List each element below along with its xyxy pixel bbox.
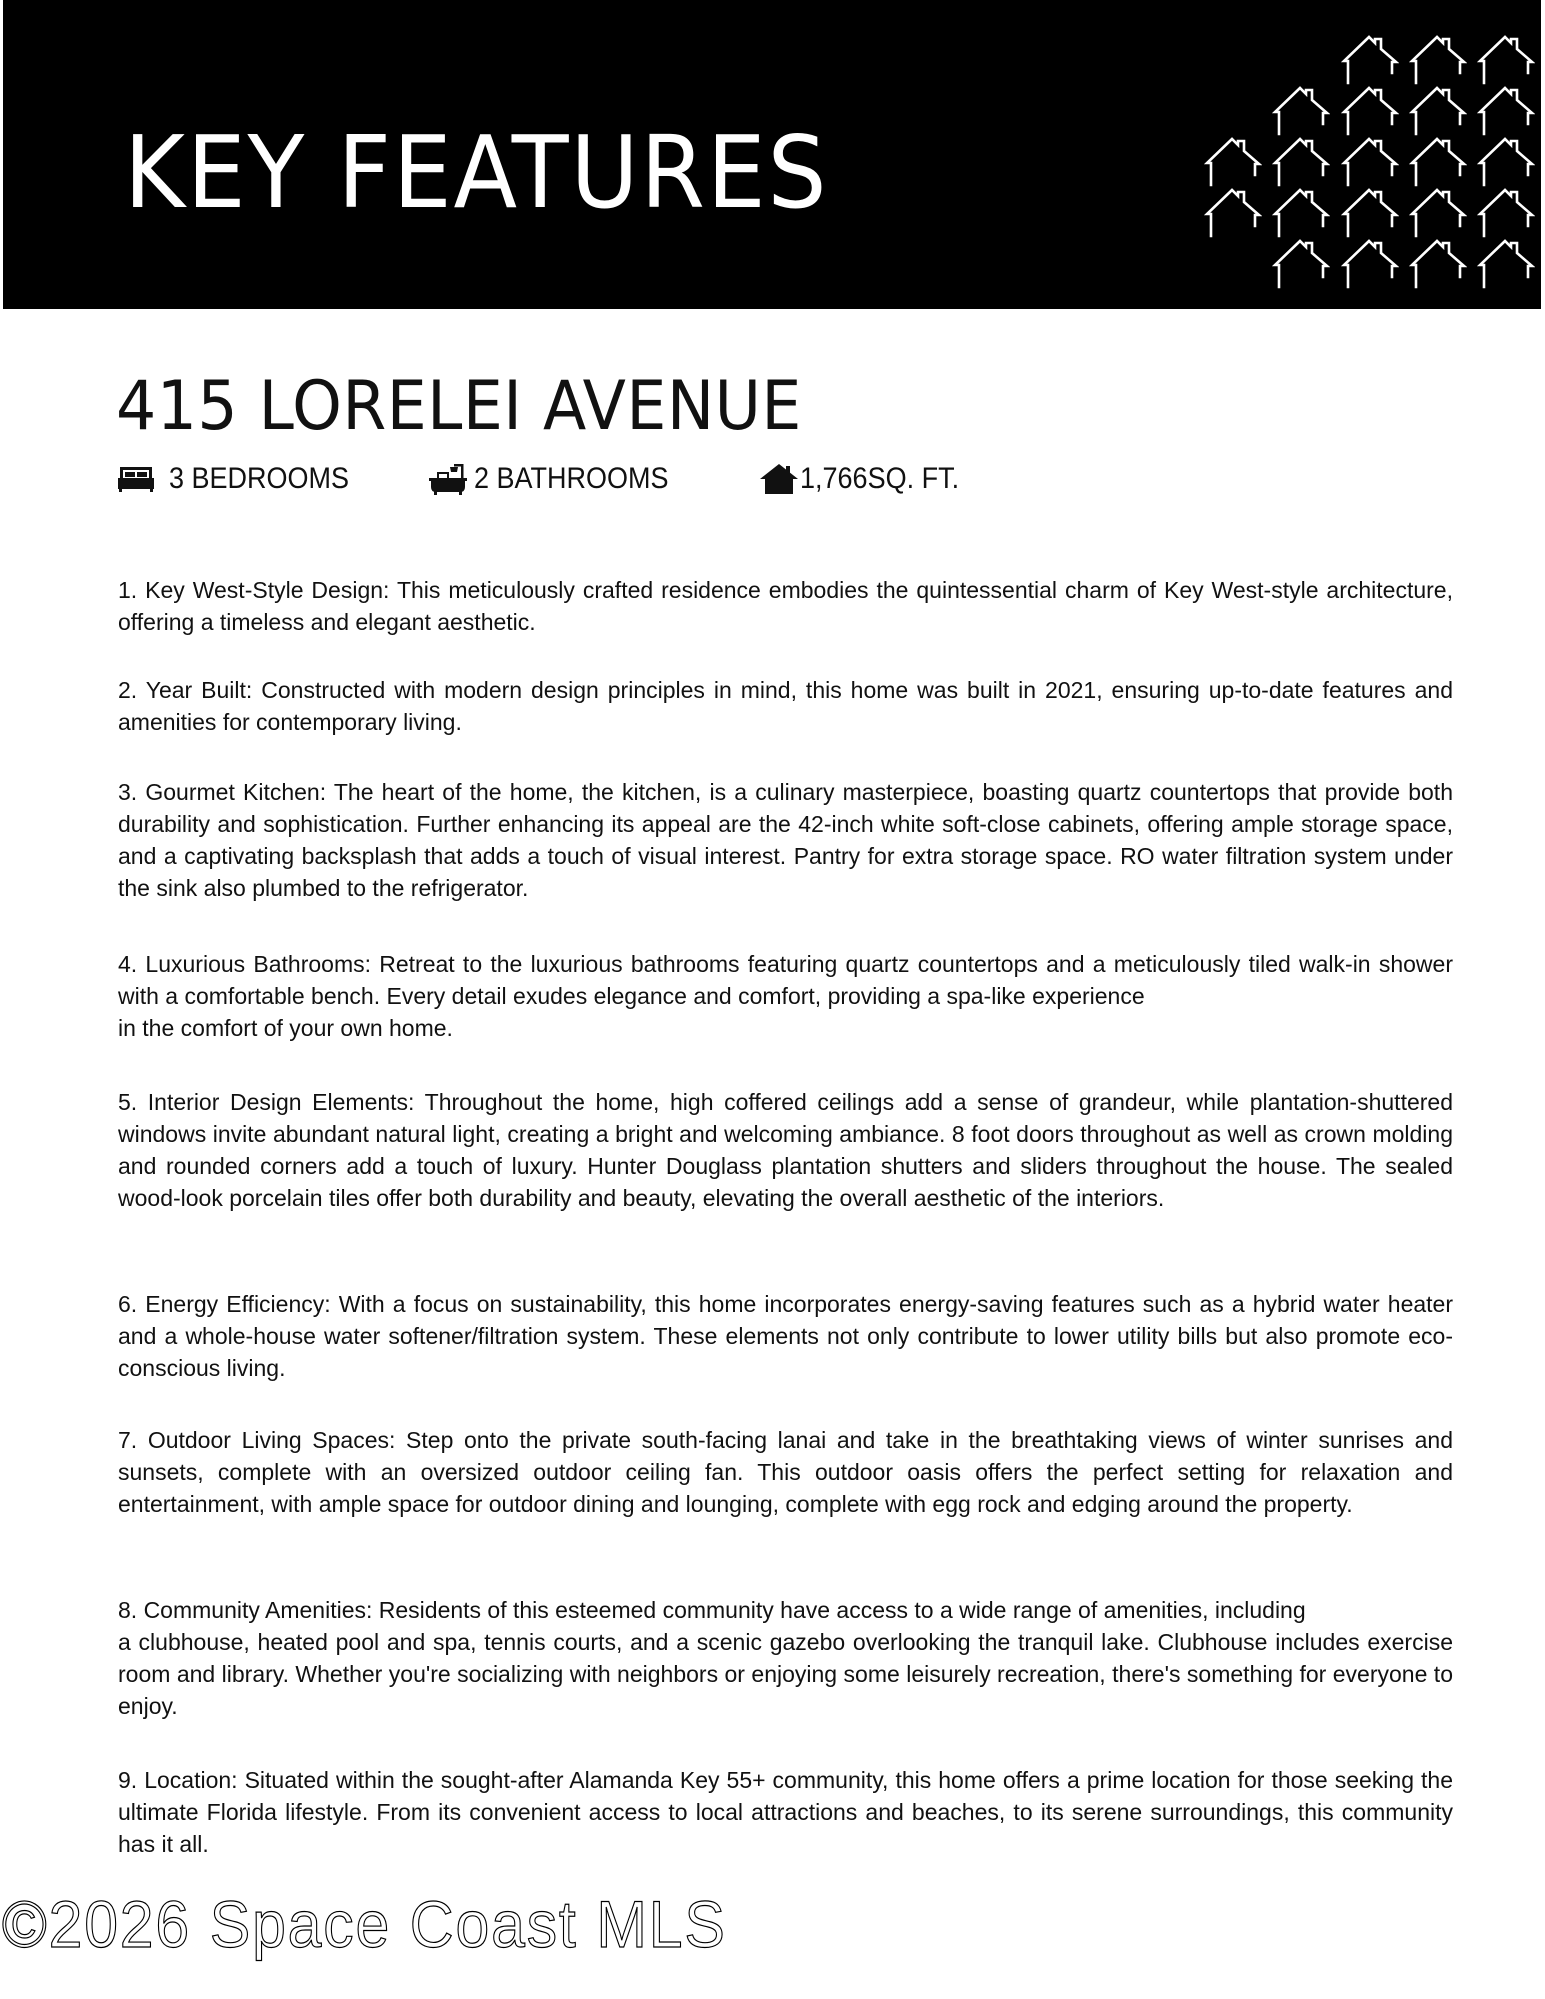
house-outline-icon (1272, 239, 1330, 289)
house-outline-icon (1409, 35, 1467, 85)
house-outline-icon (1341, 137, 1399, 187)
stat-label: 3 BEDROOMS (169, 462, 350, 495)
house-outline-icon (1409, 188, 1467, 238)
house-outline-icon (1477, 137, 1535, 187)
bathtub-icon (428, 463, 468, 495)
house-outline-icon (1477, 239, 1535, 289)
feature-item: 8. Community Amenities: Residents of this esteemed community have access to a wide range of amenities, including a clubhouse, heated pool and spa, tennis courts, and a scenic gazebo overlooking the tranquil lake. Clubhouse includes exercise room and library. Whether you're socializing with neighbors or enjoying some leisurely recreation, there's something for everyone to enjoy. (118, 1597, 1453, 1719)
page-title: KEY FEATURES (124, 114, 829, 231)
house-outline-icon (1341, 239, 1399, 289)
house-outline-icon (1272, 188, 1330, 238)
house-outline-icon (1272, 137, 1330, 187)
house-icon-pattern (0, 0, 1545, 309)
house-outline-icon (1409, 239, 1467, 289)
house-outline-icon (1477, 188, 1535, 238)
stat-label: 1,766SQ. FT. (800, 462, 960, 495)
house-outline-icon (1341, 188, 1399, 238)
feature-item: 3. Gourmet Kitchen: The heart of the home, the kitchen, is a culinary masterpiece, boasting quartz countertops that provide both durability and sophistication. Further enhancing its appeal are the 42-inch white soft-close cabinets, offering ample storage space, and a captivating backsplash that adds a touch of visual interest. Pantry for extra storage space. RO water filtration system under the sink also plumbed to the refrigerator. (118, 779, 1453, 901)
stat-label: 2 BATHROOMS (474, 462, 669, 495)
stat-bathrooms (428, 462, 690, 496)
feature-item: 9. Location: Situated within the sought-after Alamanda Key 55+ community, this home offers a prime location for those seeking the ultimate Florida lifestyle. From its convenient access to local attractions and beaches, to its serene surroundings, this community has it all. (118, 1767, 1453, 1857)
property-address: 415 LORELEI AVENUE (116, 367, 802, 446)
house-outline-icon (1204, 188, 1262, 238)
home-icon (759, 463, 799, 495)
feature-item: 5. Interior Design Elements: Throughout the home, high coffered ceilings add a sense of grandeur, while plantation-shuttered windows invite abundant natural light, creating a bright and welcoming ambiance. 8 foot doors throughout as well as crown molding and rounded corners add a touch of luxury. Hunter Douglass plantation shutters and sliders throughout the house. The sealed wood-look porcelain tiles offer both durability and beauty, elevating the overall aesthetic of the interiors. (118, 1089, 1453, 1211)
feature-item: 7. Outdoor Living Spaces: Step onto the private south-facing lanai and take in the breathtaking views of winter sunrises and sunsets, complete with an oversized outdoor ceiling fan. This outdoor oasis offers the perfect setting for relaxation and entertainment, with ample space for outdoor dining and lounging, complete with egg rock and edging around the property. (118, 1427, 1453, 1517)
copyright-watermark: ©2026 Space Coast MLS (2, 1887, 727, 1961)
feature-item: 4. Luxurious Bathrooms: Retreat to the luxurious bathrooms featuring quartz countertops and a meticulously tiled walk-in shower with a comfortable bench. Every detail exudes elegance and comfort, providing a spa-like experience in the comfort of your own home. (118, 951, 1453, 1041)
feature-item: 2. Year Built: Constructed with modern design principles in mind, this home was built in 2021, ensuring up-to-date features and amenities for contemporary living. (118, 677, 1453, 735)
feature-item: 6. Energy Efficiency: With a focus on sustainability, this home incorporates energy-saving features such as a hybrid water heater and a whole-house water softener/filtration system. These elements not only contribute to lower utility bills but also promote eco-conscious living. (118, 1291, 1453, 1381)
house-outline-icon (1477, 35, 1535, 85)
stat-square-feet (759, 462, 977, 496)
bed-icon (118, 466, 154, 492)
stat-bedrooms (118, 462, 369, 496)
house-outline-icon (1204, 137, 1262, 187)
house-outline-icon (1477, 86, 1535, 136)
house-outline-icon (1409, 137, 1467, 187)
house-outline-icon (1341, 35, 1399, 85)
house-outline-icon (1409, 86, 1467, 136)
house-outline-icon (1341, 86, 1399, 136)
house-outline-icon (1272, 86, 1330, 136)
feature-item: 1. Key West-Style Design: This meticulously crafted residence embodies the quintessential charm of Key West-style architecture, offering a timeless and elegant aesthetic. (118, 577, 1453, 635)
